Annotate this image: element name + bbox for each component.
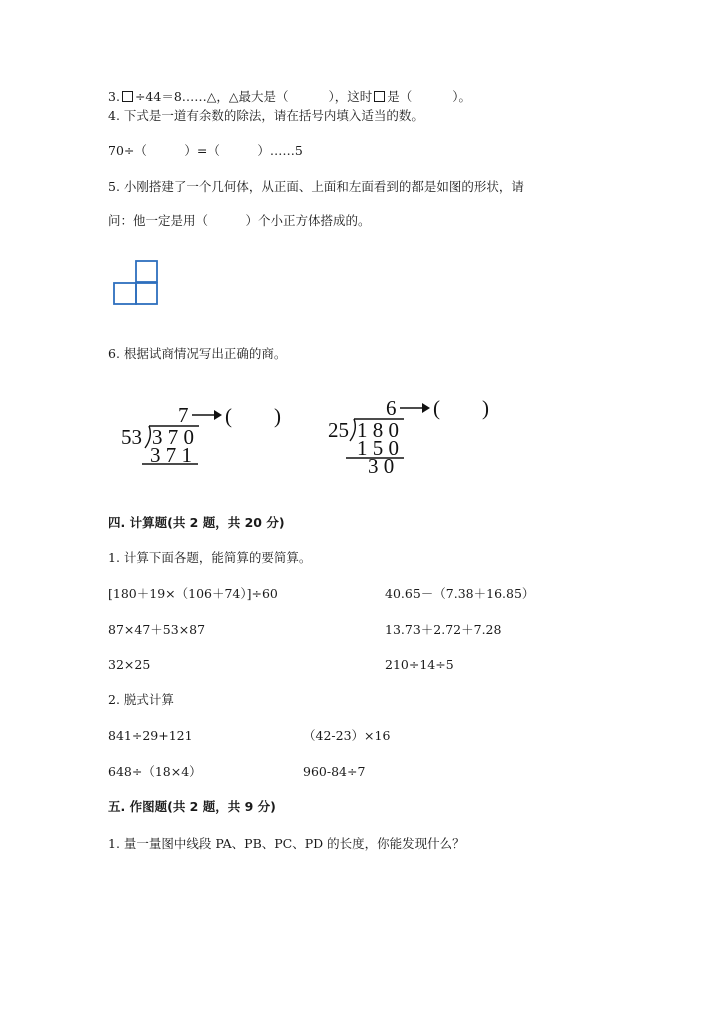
section-5-q1-stem: 1. 量一量图中线段 PA、PB、PC、PD 的长度，你能发现什么？ xyxy=(108,836,465,851)
question-6-stem: 6. 根据试商情况写出正确的商。 xyxy=(108,346,287,361)
division-1-product: 3 7 1 xyxy=(150,443,192,467)
q3-text-2: ），这时 xyxy=(328,89,373,104)
calc-item: 13.73＋2.72＋7.28 xyxy=(385,622,502,637)
question-4-expression[interactable]: 70÷（ ）=（ ）……5 xyxy=(108,143,303,158)
division-2-dividend: 1 8 0 xyxy=(357,418,399,442)
division-2-divisor: 25 xyxy=(328,418,349,442)
question-3 xyxy=(108,89,471,105)
section-4-q1-stem: 1. 计算下面各题，能简算的要简算。 xyxy=(108,550,312,565)
calc-item: 87×47＋53×87 xyxy=(108,622,206,637)
section-5-heading: 五. 作图题(共 2 题，共 9 分) xyxy=(108,799,276,814)
division-2-product: 1 5 0 xyxy=(357,436,399,460)
division-1-dividend: 3 7 0 xyxy=(152,425,194,449)
square-symbol-icon xyxy=(122,91,133,102)
q3-text-end: ）。 xyxy=(452,89,472,104)
q3-number: 3. xyxy=(108,89,120,104)
division-1-quotient: 7 xyxy=(178,403,189,427)
cube-square-bottom-right xyxy=(136,283,157,304)
cube-square-top xyxy=(136,261,157,282)
division-1-divisor: 53 xyxy=(121,425,142,449)
q3-text-3: 是（ xyxy=(387,89,413,104)
division-2-quotient: 6 xyxy=(386,396,397,420)
arrow-right-icon xyxy=(192,409,222,421)
section-4-heading: 四. 计算题(共 2 题，共 20 分) xyxy=(108,515,285,530)
calc-item: 648÷（18×4） xyxy=(108,764,202,779)
calc-item: 32×25 xyxy=(108,657,151,672)
section-4-q2-stem: 2. 脱式计算 xyxy=(108,692,174,707)
calc-item: 40.65－（7.38＋16.85） xyxy=(385,586,535,601)
question-4-stem: 4. 下式是一道有余数的除法，请在括号内填入适当的数。 xyxy=(108,108,424,123)
q3-text-1: ÷44＝8……△，△最大是（ xyxy=(134,89,289,104)
division-2-answer-blank[interactable]: ( ) xyxy=(433,396,489,420)
calc-item: [180＋19×（106＋74）]÷60 xyxy=(108,586,278,601)
calc-item: （42-23）×16 xyxy=(303,728,391,743)
square-symbol-icon xyxy=(374,91,385,102)
division-1-answer-blank[interactable]: ( ) xyxy=(225,404,281,428)
cube-view-figure xyxy=(112,260,160,306)
calc-item: 841÷29+121 xyxy=(108,728,193,743)
calc-item: 210÷14÷5 xyxy=(385,657,454,672)
arrow-right-icon xyxy=(400,402,430,414)
cube-square-bottom-left xyxy=(114,283,136,304)
division-1-underline xyxy=(142,463,198,466)
calc-item: 960-84÷7 xyxy=(303,764,366,779)
question-5-line-2[interactable]: 问：他一定是用（ ）个小正方体搭成的。 xyxy=(108,213,371,228)
question-5-line-1: 5. 小刚搭建了一个几何体，从正面、上面和左面看到的都是如图的形状，请 xyxy=(108,179,524,194)
division-2-remainder: 3 0 xyxy=(368,454,395,478)
